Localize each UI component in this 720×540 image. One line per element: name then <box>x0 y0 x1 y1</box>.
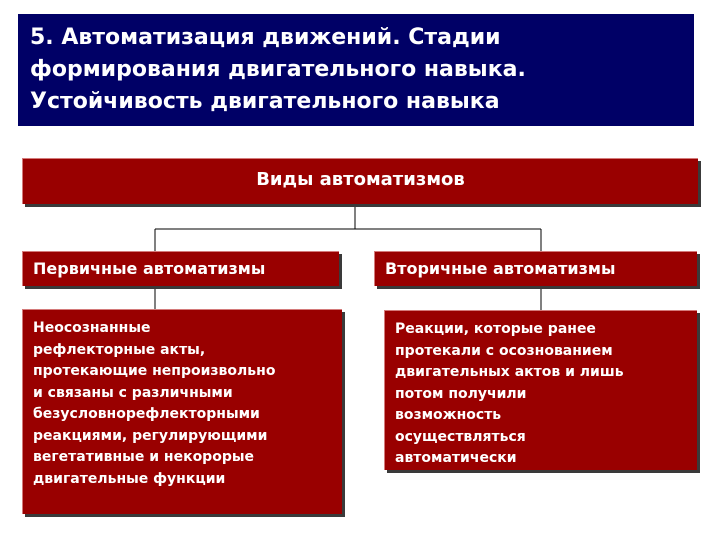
secondary-automatisms-box: Вторичные автоматизмы <box>374 251 697 286</box>
secondary-description-line: автоматически <box>395 450 517 466</box>
secondary-description-line: Реакции, которые ранее <box>395 321 596 337</box>
primary-description-line: рефлекторные акты, <box>33 341 206 358</box>
primary-description-line: двигательные функции <box>33 470 226 487</box>
secondary-description-line: потом получили <box>395 385 527 402</box>
primary-description-line: и связаны с различными <box>33 384 233 401</box>
slide-title-line-3: Устойчивость двигательного навыка <box>30 89 500 114</box>
secondary-description-line: осуществляться <box>395 428 526 445</box>
secondary-automatisms-description <box>384 310 697 470</box>
primary-automatisms-box: Первичные автоматизмы <box>22 251 339 286</box>
primary-description-line: Неосознанные <box>33 320 151 336</box>
primary-description-line: протекающие непроизвольно <box>33 363 276 379</box>
automatism-types-header: Виды автоматизмов <box>22 158 698 204</box>
slide-title-line-2: формирования двигательного навыка. <box>30 57 526 82</box>
secondary-description-line: возможность <box>395 407 502 423</box>
primary-automatisms-description <box>22 309 342 514</box>
slide-title-line-1: 5. Автоматизация движений. Стадии <box>30 25 501 50</box>
primary-description-line: безусловнорефлекторными <box>33 406 260 422</box>
primary-description-line: реакциями, регулирующими <box>33 427 268 444</box>
primary-description-line: вегетативные и некорорые <box>33 449 254 465</box>
secondary-description-line: протекали с осознованием <box>395 342 613 359</box>
secondary-description-line: двигательных актов и лишь <box>395 364 624 380</box>
